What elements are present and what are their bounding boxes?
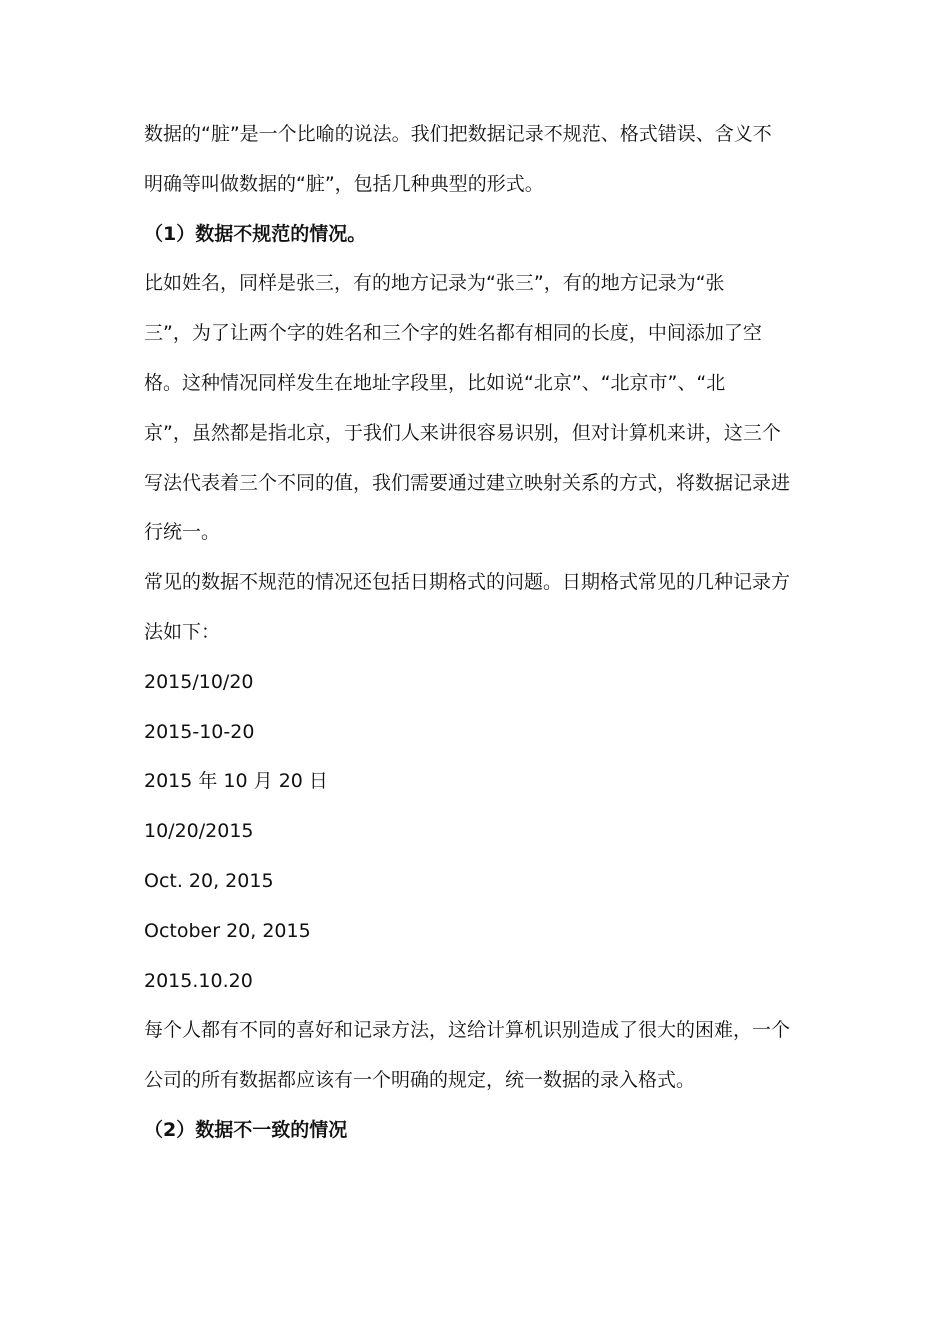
paragraph-line: 公司的所有数据都应该有一个明确的规定，统一数据的录入格式。 <box>144 1069 696 1092</box>
paragraph-line: 行统一。 <box>144 521 221 544</box>
paragraph-line: 写法代表着三个不同的值，我们需要通过建立映射关系的方式，将数据记录进 <box>144 471 791 494</box>
paragraph-line: 明确等叫做数据的“脏”，包括几种典型的形式。 <box>144 172 544 195</box>
date-format-example: 10/20/2015 <box>144 820 254 843</box>
paragraph-line: 比如姓名，同样是张三，有的地方记录为“张三”，有的地方记录为“张 <box>144 272 725 295</box>
date-format-example: 2015.10.20 <box>144 969 253 992</box>
paragraph-line: 格。这种情况同样发生在地址字段里，比如说“北京”、“北京市”、“北 <box>144 371 726 394</box>
paragraph-line: 京”，虽然都是指北京，于我们人来讲很容易识别，但对计算机来讲，这三个 <box>144 421 781 444</box>
section-heading: （2）数据不一致的情况 <box>144 1118 348 1141</box>
paragraph-line: 每个人都有不同的喜好和记录方法，这给计算机识别造成了很大的困难，一个 <box>144 1019 791 1042</box>
paragraph-line: 法如下： <box>144 620 221 643</box>
date-format-example: October 20, 2015 <box>144 919 311 942</box>
paragraph-line: 常见的数据不规范的情况还包括日期格式的问题。日期格式常见的几种记录方 <box>144 571 791 594</box>
paragraph-line: 三”，为了让两个字的姓名和三个字的姓名都有相同的长度，中间添加了空 <box>144 322 762 345</box>
date-format-example: 2015 年 10 月 20 日 <box>144 770 328 793</box>
paragraph-line: 数据的“脏”是一个比喻的说法。我们把数据记录不规范、格式错误、含义不 <box>144 123 772 145</box>
date-format-example: Oct. 20, 2015 <box>144 869 274 892</box>
date-format-example: 2015-10-20 <box>144 720 255 743</box>
date-format-example: 2015/10/20 <box>144 670 254 693</box>
document-body <box>144 110 804 1156</box>
section-heading: （1）数据不规范的情况。 <box>144 222 367 245</box>
